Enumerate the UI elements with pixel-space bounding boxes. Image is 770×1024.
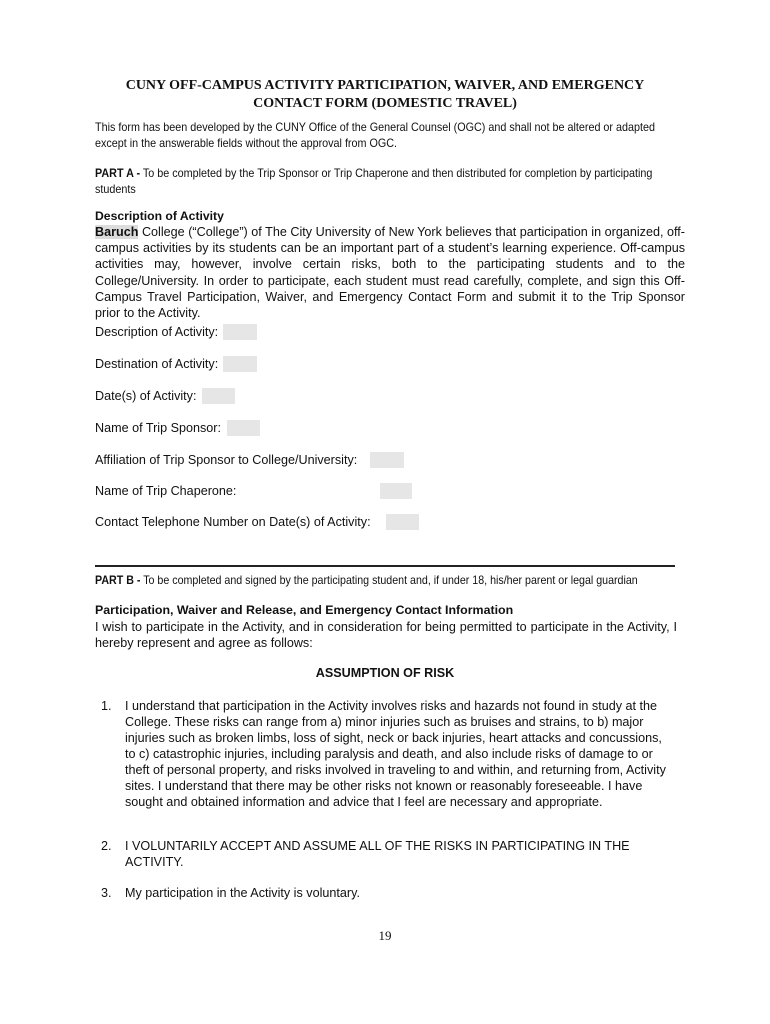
participation-paragraph: I wish to participate in the Activity, and in consideration for being permitted to participate in the Activity, I hereby represent and agree as follows: xyxy=(95,620,677,650)
description-of-activity-label: Description of Activity: xyxy=(95,325,219,339)
risk-item-text: I understand that participation in the Activity involves risks and hazards not found in study at the College. These risks can range from a) minor injuries such as bruises and strains, to b) major injuries such as broken limbs, loss of sight, neck or back injuries, heart attacks and concussions, to c) catastrophic injuries, including paralysis and death, and also include risks of damage to or theft of personal property, and risks involved in traveling to and within, and returning from, Activity sites. I understand that there may be other risks not known or reasonably foreseeable. I have sought and obtained information and advice that I feel are necessary and appropriate. xyxy=(125,699,666,809)
affiliation-of-trip-sponsor-label: Affiliation of Trip Sponsor to College/University: xyxy=(95,453,358,467)
part-a-label: PART A - xyxy=(95,167,141,180)
dates-of-activity-label: Date(s) of Activity: xyxy=(95,389,197,403)
participation-heading: Participation, Waiver and Release, and Emergency Contact Information xyxy=(95,603,514,617)
risk-item-text: I VOLUNTARILY ACCEPT AND ASSUME ALL OF THE RISKS IN PARTICIPATING IN THE ACTIVITY. xyxy=(125,839,630,869)
name-of-trip-chaperone-input[interactable] xyxy=(380,483,412,499)
destination-of-activity-input[interactable] xyxy=(223,356,257,372)
description-of-activity-input[interactable] xyxy=(223,324,257,340)
college-name-field[interactable]: Baruch xyxy=(95,225,139,239)
page-number: 19 xyxy=(378,928,392,943)
intro-paragraph: This form has been developed by the CUNY Office of the General Counsel (OGC) and shall not be altered or adapted except in the answerable fields without the approval from OGC. xyxy=(95,121,656,150)
risk-item-number: 3. xyxy=(101,886,112,900)
assumption-of-risk-heading: ASSUMPTION OF RISK xyxy=(315,666,455,680)
name-of-trip-sponsor-label: Name of Trip Sponsor: xyxy=(95,421,221,435)
risk-item-number: 1. xyxy=(101,699,112,713)
name-of-trip-sponsor-input[interactable] xyxy=(227,420,260,436)
part-b-text: To be completed and signed by the participating student and, if under 18, his/her parent or legal guardian xyxy=(140,574,638,587)
part-b-instructions xyxy=(95,573,684,588)
risk-item-number: 2. xyxy=(101,839,112,853)
description-paragraph xyxy=(95,224,685,321)
affiliation-of-trip-sponsor-input[interactable] xyxy=(370,452,404,468)
part-b-label: PART B - xyxy=(95,574,141,587)
name-of-trip-chaperone-label: Name of Trip Chaperone: xyxy=(95,484,237,498)
section-divider xyxy=(95,565,675,567)
form-title-line-1: CUNY OFF-CAMPUS ACTIVITY PARTICIPATION, WAIVER, AND EMERGENCY xyxy=(125,78,645,93)
description-text: College (“College”) of The City University of New York believes that participation in organized, off-campus activities by its students can be an important part of a student’s learning experience. Off-campus activities may, however, involve certain risks, both to the participating students and to the College/University. In order to participate, each student must read carefully, complete, and sign this Off-Campus Travel Participation, Waiver, and Emergency Contact Form and submit it to the Trip Sponsor prior to the Activity. xyxy=(95,225,685,321)
form-title-line-2: CONTACT FORM (DOMESTIC TRAVEL) xyxy=(253,96,517,111)
risk-item-text: My participation in the Activity is voluntary. xyxy=(125,886,360,900)
destination-of-activity-label: Destination of Activity: xyxy=(95,357,219,371)
description-heading: Description of Activity xyxy=(95,209,224,223)
dates-of-activity-input[interactable] xyxy=(202,388,235,404)
contact-telephone-input[interactable] xyxy=(386,514,419,530)
form-title xyxy=(60,77,710,113)
part-a-text: To be completed by the Trip Sponsor or Trip Chaperone and then distributed for completion by participating students xyxy=(95,167,653,196)
contact-telephone-label: Contact Telephone Number on Date(s) of Activity: xyxy=(95,515,371,529)
part-a-instructions xyxy=(95,166,685,197)
